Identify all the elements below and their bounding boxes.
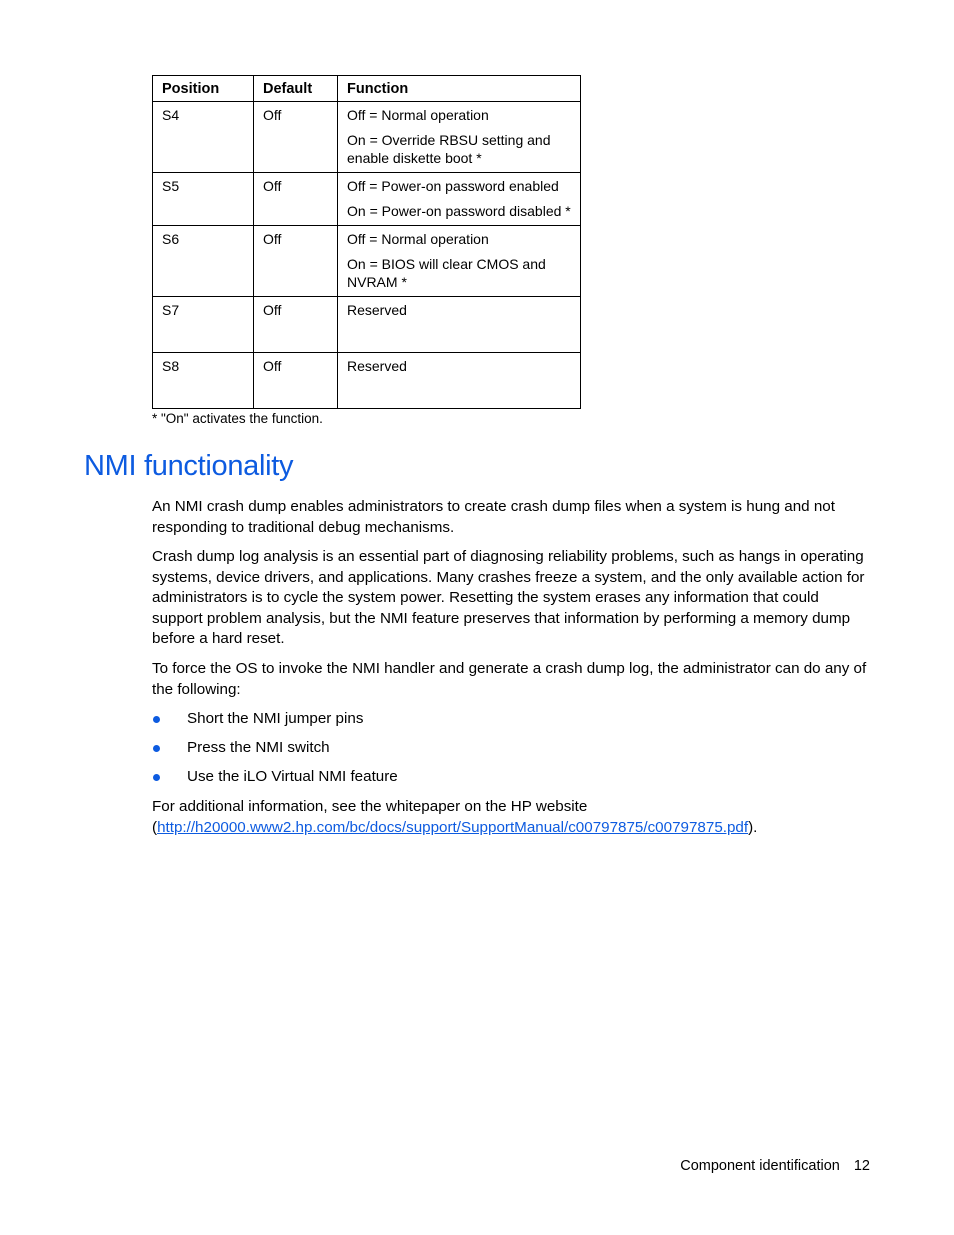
cell-position: S8: [153, 353, 254, 409]
list-item: [152, 767, 398, 796]
function-line: Reserved: [347, 358, 407, 374]
table-row: [153, 226, 581, 297]
cell-default: Off: [254, 173, 338, 226]
bullet-icon: [153, 745, 160, 752]
open-paren: (: [152, 818, 158, 836]
paragraph-additional-info: [152, 797, 870, 838]
cell-function: [338, 353, 581, 409]
bullet-icon: [153, 716, 160, 723]
paragraph-intro: An NMI crash dump enables administrators to create crash dump files when a system is hung and not responding to traditional debug mechanisms.: [152, 498, 835, 536]
cell-position: S6: [153, 226, 254, 297]
bullet-icon: [153, 774, 160, 781]
additional-info-text: For additional information, see the whitepaper on the HP website: [152, 798, 588, 815]
cell-function: [338, 297, 581, 353]
cell-function: [338, 102, 581, 173]
cell-function: [338, 226, 581, 297]
table-row: [153, 173, 581, 226]
table-footnote: * "On" activates the function.: [152, 411, 323, 426]
cell-default: Off: [254, 353, 338, 409]
page-footer: [680, 1158, 870, 1174]
table-row: [153, 353, 581, 409]
section-title: NMI functionality: [84, 450, 294, 482]
list-item: [152, 738, 398, 767]
cell-default: Off: [254, 297, 338, 353]
cell-position: S7: [153, 297, 254, 353]
footer-section-name: Component identification: [680, 1158, 840, 1174]
function-line: On = Override RBSU setting and enable diskette boot *: [347, 132, 551, 166]
list-item-text: Use the iLO Virtual NMI feature: [187, 768, 398, 785]
close-paren: ).: [748, 818, 758, 836]
list-item-text: Press the NMI switch: [187, 739, 330, 756]
cell-position: S4: [153, 102, 254, 173]
header-default: Default: [254, 76, 338, 102]
function-line: Off = Normal operation: [347, 231, 489, 247]
table-row: [153, 102, 581, 173]
header-position: Position: [153, 76, 254, 102]
function-line: On = Power-on password disabled *: [347, 203, 571, 219]
function-line: Off = Normal operation: [347, 107, 489, 123]
whitepaper-link[interactable]: http://h20000.www2.hp.com/bc/docs/support/SupportManual/c00797875/c00797875.pdf: [157, 818, 749, 836]
function-line: On = BIOS will clear CMOS and NVRAM *: [347, 256, 546, 290]
cell-position: S5: [153, 173, 254, 226]
switch-settings-table: [152, 75, 581, 409]
cell-function: [338, 173, 581, 226]
list-item-text: Short the NMI jumper pins: [187, 710, 364, 727]
table-row: [153, 297, 581, 353]
header-function: Function: [338, 76, 581, 102]
function-line: Reserved: [347, 302, 407, 318]
page-number: 12: [853, 1158, 870, 1174]
cell-default: Off: [254, 102, 338, 173]
paragraph-force-os: To force the OS to invoke the NMI handler and generate a crash dump log, the administrator can do any of the following:: [152, 660, 867, 698]
table-header-row: [153, 76, 581, 102]
cell-default: Off: [254, 226, 338, 297]
list-item: [152, 709, 398, 738]
function-line: Off = Power-on password enabled: [347, 178, 559, 194]
nmi-options-list: [152, 709, 398, 796]
paragraph-analysis: Crash dump log analysis is an essential part of diagnosing reliability problems, such as hangs in operating systems, device drivers, and applications. Many crashes freeze a system, and the only available action for administrators is to cycle the system power. Resetting the system erases any information that could support problem analysis, but the NMI feature preserves that information by performing a memory dump before a hard reset.: [152, 548, 865, 647]
